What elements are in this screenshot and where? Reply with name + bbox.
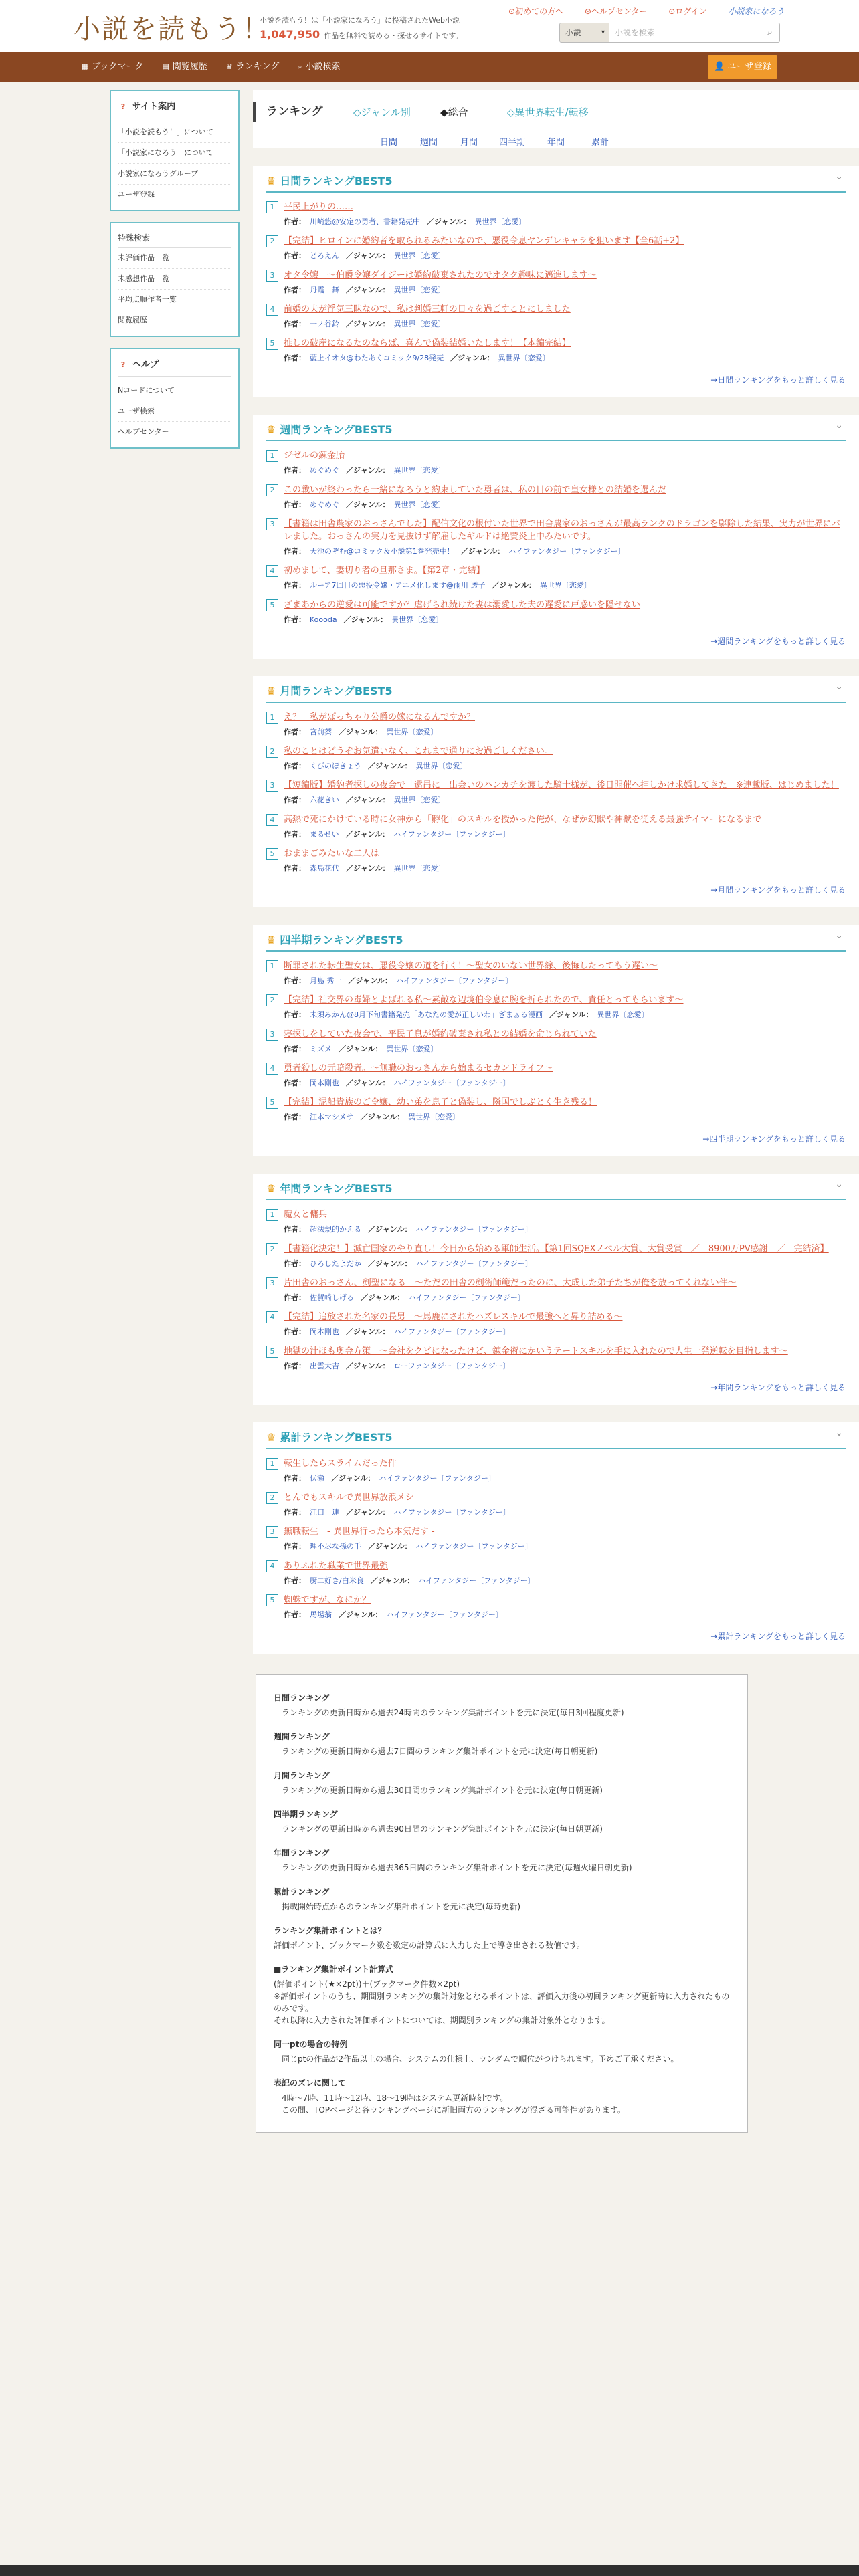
subtab-yearly[interactable]: 年間 [547,138,565,148]
genre-link[interactable]: 異世界〔恋愛〕 [386,1045,438,1053]
author-link[interactable]: 天池のぞむ@コミック＆小説第1巻発売中！ [310,547,454,556]
genre-link[interactable]: ハイファンタジー〔ファンタジー〕 [386,1610,503,1619]
genre-link[interactable]: ハイファンタジー〔ファンタジー〕 [393,1508,510,1517]
genre-link[interactable]: 異世界〔恋愛〕 [393,251,446,260]
crown-icon: ♛ [266,1182,276,1195]
rank-number: 4 [266,304,278,316]
novel-title-link[interactable]: この戦いが終わったら一緒になろうと約束していた勇者は、私の目の前で皇女様との結婚を選んだ [284,485,666,495]
link-beginners[interactable]: ⊙初めての方へ [508,7,564,16]
section-header [266,415,846,441]
ranking-item [266,994,846,1020]
genre-link[interactable]: 異世界〔恋愛〕 [393,864,446,873]
novel-meta: 作者： どろえん ／ジャンル： 異世界〔恋愛〕 [284,251,446,260]
genre-link[interactable]: 異世界〔恋愛〕 [415,762,468,770]
author-link[interactable]: 未須みかん@8月下旬書籍発売「あなたの愛が正しいわ」ざまぁる漫画 [310,1010,543,1019]
rank-number: 2 [266,1492,278,1504]
novel-title-link[interactable]: 推しの破産になるたのならば、喜んで偽装結婚いたします！【本編完結】 [284,338,571,348]
chevron-down-icon[interactable]: ⌄ [835,420,843,431]
chevron-down-icon[interactable]: ⌄ [835,171,843,182]
site-tagline: 小説を読もう！は「小説家になろう」に投稿されたWeb小説 [260,16,460,25]
author-link[interactable]: 一ノ谷鈴 [310,320,339,328]
author-link[interactable]: ルーア7回目の悪役令嬢・アニメ化します@雨川 透子 [310,581,486,590]
novel-meta: 作者： 理不尽な孫の手 ／ジャンル： ハイファンタジー〔ファンタジー〕 [284,1542,533,1551]
sidebar-link-register[interactable]: ユーザ登録 [118,190,155,199]
tab-genre[interactable]: ◇ジャンル別 [353,106,411,118]
genre-link[interactable]: 異世界〔恋愛〕 [393,320,446,328]
sidebar [110,90,240,459]
ranking-item [266,1311,846,1337]
novel-meta: 作者： めぐめぐ ／ジャンル： 異世界〔恋愛〕 [284,500,446,509]
page-title: ランキング [253,102,323,122]
genre-link[interactable]: ハイファンタジー〔ファンタジー〕 [418,1576,535,1585]
novel-title-link[interactable]: 転生したらスライムだった件 [284,1459,397,1469]
novel-title-link[interactable]: 前婚の夫が浮気三昧なので、私は判婚三軒の日々を過ごすことにしました [284,304,571,314]
genre-link[interactable]: 異世界〔恋愛〕 [408,1113,460,1121]
genre-link[interactable]: ローファンタジー〔ファンタジー〕 [393,1362,510,1370]
genre-link[interactable]: ハイファンタジー〔ファンタジー〕 [415,1259,533,1268]
ranking-item [266,484,846,510]
author-link[interactable]: 六花きい [310,796,339,804]
section-title: ♛ 週間ランキングBEST5 [266,423,393,436]
author-link[interactable]: どろえん [310,251,339,260]
more-link[interactable]: →月間ランキングをもっと詳しく見る [710,885,846,895]
author-link[interactable]: 月島 秀一 [310,976,342,985]
crown-icon: ♛ [266,685,276,697]
crown-icon: ♛ [266,175,276,187]
novel-meta: 作者： 出雲大吉 ／ジャンル： ローファンタジー〔ファンタジー〕 [284,1362,510,1370]
ranking-item [266,1208,846,1235]
site-logo[interactable]: 小説を読もう！ [74,14,270,45]
author-link[interactable]: 佐賀崎しげる [310,1293,354,1302]
section-title: ♛ 累計ランキングBEST5 [266,1431,393,1444]
author-link[interactable]: 藍上イオタ@わたあくコミック9/28発売 [310,354,444,362]
user-icon: 👤 [714,62,728,72]
more-link[interactable]: →累計ランキングをもっと詳しく見る [710,1632,846,1641]
novel-meta: 作者： 月島 秀一 ／ジャンル： ハイファンタジー〔ファンタジー〕 [284,976,513,985]
ranking-item [266,711,846,737]
ranking-item [266,235,846,261]
main-content [253,90,859,2133]
genre-link[interactable]: ハイファンタジー〔ファンタジー〕 [393,1079,510,1087]
genre-link[interactable]: ハイファンタジー〔ファンタジー〕 [396,976,513,985]
sidebar-link-user-search[interactable]: ユーザ検索 [118,401,231,422]
author-link[interactable]: ひろしたよだか [310,1259,361,1268]
note-text: ランキングの更新日時から過去7日間のランキング集計ポイントを元に決定(毎日朝更新) [282,1747,598,1756]
novel-meta: 作者： 馬場翁 ／ジャンル： ハイファンタジー〔ファンタジー〕 [284,1610,503,1619]
note-heading: 日間ランキング [274,1693,330,1703]
novel-meta: 作者： 丹霞 舞 ／ジャンル： 異世界〔恋愛〕 [284,286,446,294]
author-link[interactable]: 厨二好き/白米良 [310,1576,364,1585]
rank-number: 4 [266,565,278,577]
section-header [266,676,846,703]
sidebar-link-ncode[interactable]: Nコードについて [118,381,231,401]
tab-overall[interactable]: ◆総合 [440,106,468,118]
author-link[interactable]: 岡本剛也 [310,1327,339,1336]
rank-number: 4 [266,1311,278,1323]
ranking-header [253,90,859,148]
ranking-item [266,201,846,227]
author-link[interactable]: めぐめぐ [310,466,339,475]
section-title: ♛ 年間ランキングBEST5 [266,1182,393,1195]
genre-link[interactable]: 異世界〔恋愛〕 [386,728,438,736]
sidebar-guide: ? サイト案内 「小説を読もう！」について 「小説家になろう」について 小説家になろうグループ ユーザ登録 [110,90,240,211]
nav-search[interactable]: ⌕ 小説検索 [298,62,341,72]
rank-number: 3 [266,780,278,792]
novel-meta: 作者： 藍上イオタ@わたあくコミック9/28発売 ／ジャンル： 異世界〔恋愛〕 [284,354,550,362]
note-heading: 同一ptの場合の特例 [274,2040,348,2049]
ranking-item [266,1594,846,1620]
rank-number: 4 [266,1063,278,1075]
ranking-item [266,1525,846,1551]
ranking-section [253,415,859,659]
novel-meta: 作者： まるせい ／ジャンル： ハイファンタジー〔ファンタジー〕 [284,830,510,839]
novel-title-link[interactable]: 【完結】追放された名家の長男 ～馬鹿にされたハズレスキルで最強へと昇り詰める～ [284,1312,623,1322]
sidebar-link-author-avg[interactable]: 平均点順作者一覧 [118,290,231,310]
novel-title-link[interactable]: 【完結】社交界の毒婦とよばれる私～素敵な辺境伯令息に腕を折られたので、責任とってもらいます～ [284,995,684,1005]
novel-title-link[interactable]: ジゼルの錬金胎 [284,451,345,461]
novel-title-link[interactable]: 断罪された転生聖女は、悪役令嬢の道を行く！～聖女のいない世界線、後悔したってもう遅い～ [284,961,658,971]
note-text: 掲載開始時点からのランキング集計ポイントを元に決定(毎時更新) [282,1902,521,1911]
sidebar-link-history[interactable]: 閲覧履歴 [118,316,147,324]
novel-meta: 作者： 天池のぞむ@コミック＆小説第1巻発売中！ ／ジャンル： ハイファンタジー〔ファンタジー〕 [284,547,626,556]
work-count-line [260,28,462,41]
novel-title-link[interactable]: 無職転生 - 異世界行ったら本気だす - [284,1527,435,1537]
ranking-item [266,337,846,363]
section-title: ♛ 四半期ランキングBEST5 [266,934,403,946]
sidebar-link-about-narou[interactable]: 「小説家になろう」について [118,143,231,164]
note-text: 4時〜7時、11時〜12時、18〜19時はシステム更新時刻です。 この間、TOPページと各ランキングページに新旧両方のランキングが混ざる可能性があります。 [282,2093,626,2115]
ranking-item [266,449,846,475]
search-input[interactable]: 小説を検索 [615,28,656,37]
genre-link[interactable]: 異世界〔恋愛〕 [474,217,527,226]
section-header [266,166,846,193]
link-login[interactable]: ⊙ログイン [668,7,707,16]
author-link[interactable]: くびのほきょう [310,762,361,770]
rank-number: 1 [266,201,278,213]
ranking-item [266,1345,846,1371]
note-heading: 月間ランキング [274,1771,330,1780]
ranking-item [266,745,846,771]
author-link[interactable]: 江口 連 [310,1508,339,1517]
ranking-section [253,166,859,397]
rank-number: 2 [266,994,278,1006]
novel-title-link[interactable]: 蜘蛛ですが、なにか？ [284,1595,371,1605]
rank-number: 3 [266,1526,278,1538]
note-heading: 累計ランキング [274,1887,330,1897]
more-link[interactable]: →日間ランキングをもっと詳しく見る [710,375,846,385]
author-link[interactable]: ミズメ [310,1045,332,1053]
genre-link[interactable]: 異世界〔恋愛〕 [391,615,444,624]
work-count-suffix: 作品を無料で読める・探せるサイトです。 [324,31,463,40]
novel-meta: 作者： めぐめぐ ／ジャンル： 異世界〔恋愛〕 [284,466,446,475]
crown-icon: ♛ [266,1431,276,1444]
rank-number: 1 [266,960,278,972]
novel-meta: 作者： 江本マシメサ ／ジャンル： 異世界〔恋愛〕 [284,1113,460,1121]
rank-number: 3 [266,270,278,282]
ranking-item [266,1560,846,1586]
rank-number: 3 [266,518,278,530]
novel-meta: 作者： 江口 連 ／ジャンル： ハイファンタジー〔ファンタジー〕 [284,1508,510,1517]
genre-link[interactable]: 異世界〔恋愛〕 [393,500,446,509]
novel-title-link[interactable]: 初めまして、妻切り者の旦那さま。【第2章・完結】 [284,566,485,576]
genre-link[interactable]: ハイファンタジー〔ファンタジー〕 [415,1542,533,1551]
ranking-item [266,1062,846,1088]
genre-link[interactable]: 異世界〔恋愛〕 [393,796,446,804]
rank-number: 5 [266,1346,278,1358]
rank-number: 5 [266,1097,278,1109]
genre-link[interactable]: 異世界〔恋愛〕 [539,581,591,590]
chevron-down-icon[interactable]: ⌄ [835,681,843,692]
more-link[interactable]: →四半期ランキングをもっと詳しく見る [702,1134,846,1144]
author-link[interactable]: 出雲大吉 [310,1362,339,1370]
rank-number: 5 [266,599,278,611]
genre-link[interactable]: 異世界〔恋愛〕 [393,466,446,475]
note-heading: 年間ランキング [274,1848,330,1858]
ranking-item [266,960,846,986]
rank-number: 1 [266,1209,278,1221]
ranking-item [266,1457,846,1483]
search-icon[interactable]: ⌕ [767,27,773,37]
main-nav [0,52,859,82]
chevron-down-icon[interactable]: ⌄ [835,930,843,941]
section-header [266,925,846,952]
register-button[interactable]: 👤 ユーザ登録 [708,55,777,79]
author-link[interactable]: 岡本剛也 [310,1079,339,1087]
chevron-down-icon[interactable]: ⌄ [835,1179,843,1190]
novel-title-link[interactable]: とんでもスキルで異世界放浪メシ [284,1493,414,1503]
genre-link[interactable]: ハイファンタジー〔ファンタジー〕 [508,547,626,556]
novel-title-link[interactable]: え？ 私がぽっちゃり公爵の嫁になるんですか？ [284,712,476,722]
novel-title-link[interactable]: 【完結】泥船貴族のご令嬢、幼い弟を息子と偽装し、隣国でしぶとく生き残る！ [284,1097,597,1107]
ranking-item [266,847,846,873]
ranking-item [266,1028,846,1054]
subtab-daily[interactable]: 日間 [380,138,398,148]
novel-title-link[interactable]: 勇者殺しの元暗殺者。～無職のおっさんから始まるセカンドライフ～ [284,1063,553,1073]
nav-bookmark[interactable]: ▦ ブックマーク [82,62,144,72]
genre-link[interactable]: ハイファンタジー〔ファンタジー〕 [408,1293,525,1302]
author-link[interactable]: 宮前葵 [310,728,332,736]
crown-icon: ♛ [266,934,276,946]
work-count: 1,047,950 [260,28,320,41]
rank-number: 5 [266,338,278,350]
note-heading: 週間ランキング [274,1732,330,1741]
genre-link[interactable]: 異世界〔恋愛〕 [597,1010,649,1019]
note-heading: 四半期ランキング [274,1810,338,1819]
ranking-item [266,1491,846,1517]
genre-link[interactable]: 異世界〔恋愛〕 [498,354,550,362]
search-icon: ⌕ [298,62,302,71]
ranking-section [253,1422,859,1654]
novel-meta: 作者： ひろしたよだか ／ジャンル： ハイファンタジー〔ファンタジー〕 [284,1259,533,1268]
sidebar-link-unrated[interactable]: 未評価作品一覧 [118,248,231,269]
novel-meta: 作者： 宮前葵 ／ジャンル： 異世界〔恋愛〕 [284,728,438,736]
note-text: (評価ポイント(★×2pt))＋(ブックマーク件数×2pt) ※評価ポイントのうち、期間別ランキングの集計対象となるポイントは、評価入力後の初回ランキング更新時に入力されたもののみです。 それ以降に入力された評価ポイントについては、期間別ランキングの集計対象外となります。 [274,1979,730,2025]
ranking-item [266,599,846,625]
ranking-section [253,1174,859,1405]
ranking-item [266,1277,846,1303]
novel-title-link[interactable]: 地獄の汁ほも奥金方策 ～会社をクビになったけど、錬金術にかいうテートスキルを手に入れたので人生一発逆転を目指します～ [284,1346,788,1356]
rank-number: 3 [266,1277,278,1289]
search-type-select[interactable]: 小説 ▾ [560,23,609,42]
note-text: ランキングの更新日時から過去30日間のランキング集計ポイントを元に決定(毎日朝更新) [282,1786,603,1795]
novel-meta: 作者： 岡本剛也 ／ジャンル： ハイファンタジー〔ファンタジー〕 [284,1079,510,1087]
novel-meta: 作者： 川崎悠@安定の勇者、書籍発売中 ／ジャンル： 異世界〔恋愛〕 [284,217,527,226]
more-link[interactable]: →年間ランキングをもっと詳しく見る [710,1383,846,1392]
note-text: 同じptの作品が2作品以上の場合、システムの仕様上、ランダムで順位がつけられます。予めご了承ください。 [282,2054,679,2064]
novel-meta: 作者： ルーア7回目の悪役令嬢・アニメ化します@雨川 透子 ／ジャンル： 異世界〔恋愛〕 [284,581,591,590]
sidebar-link-noreview[interactable]: 未感想作品一覧 [118,269,231,290]
novel-meta: 作者： 佐賀崎しげる ／ジャンル： ハイファンタジー〔ファンタジー〕 [284,1293,525,1302]
novel-title-link[interactable]: オタ令嬢 ～伯爵令嬢ダイジーは婚約破棄されたのでオタク趣味に邁進します～ [284,270,597,280]
top-links [508,5,794,17]
novel-title-link[interactable]: 【書籍は田舎農家のおっさんでした】配信文化の根付いた世界で田舎農家のおっさんが最高ランクのドラゴンを駆除した結果、実力が世界にバレました。おっさんの実力を見抜けず解雇したギルドは絶賛炎上中みたいです。 [284,519,840,542]
novel-meta: 作者： 六花きい ／ジャンル： 異世界〔恋愛〕 [284,796,446,804]
rank-number: 2 [266,746,278,758]
link-help-center[interactable]: ⊙ヘルプセンター [584,7,648,16]
novel-meta: 作者： くびのほきょう ／ジャンル： 異世界〔恋愛〕 [284,762,468,770]
author-link[interactable]: 川崎悠@安定の勇者、書籍発売中 [310,217,420,226]
author-link[interactable]: めぐめぐ [310,500,339,509]
rank-number: 1 [266,450,278,462]
novel-meta: 作者： 伏瀬 ／ジャンル： ハイファンタジー〔ファンタジー〕 [284,1474,496,1483]
link-narou[interactable]: 小説家になろう [728,7,785,16]
novel-meta: 作者： 超法規的かえる ／ジャンル： ハイファンタジー〔ファンタジー〕 [284,1225,533,1234]
section-title: ♛ 日間ランキングBEST5 [266,175,393,187]
novel-title-link[interactable]: 高熱で死にかけている時に女神から「孵化」のスキルを授かった俺が、なぜか幻獣や神獣を従える最強テイマーになるまで [284,815,761,825]
sidebar-link-group[interactable]: 小説家になろうグループ [118,164,231,185]
ranking-item [266,518,846,556]
novel-meta: 作者： 厨二好き/白米良 ／ジャンル： ハイファンタジー〔ファンタジー〕 [284,1576,535,1585]
novel-title-link[interactable]: 寝探しをしていた夜会で、平民子息が婚約破棄され私との結婚を命じられていた [284,1029,597,1039]
novel-meta: 作者： 森島花代 ／ジャンル： 異世界〔恋愛〕 [284,864,446,873]
rank-number: 3 [266,1029,278,1041]
tab-isekai[interactable]: ◇異世界転生/転移 [507,106,589,118]
site-header [0,0,859,52]
novel-title-link[interactable]: 平民上がりの…… [284,202,354,212]
sidebar-help: ? ヘルプ Nコードについて ユーザ検索 ヘルプセンター [110,348,240,449]
novel-title-link[interactable]: 魔女と傭兵 [284,1210,328,1220]
rank-number: 4 [266,1560,278,1572]
novel-meta: 作者： 未須みかん@8月下旬書籍発売「あなたの愛が正しいわ」ざまぁる漫画 ／ジャンル： 異世界〔恋愛〕 [284,1010,649,1019]
subtab-monthly[interactable]: 月間 [460,138,478,148]
nav-ranking[interactable]: ♛ ランキング [225,62,280,72]
rank-number: 1 [266,712,278,724]
author-link[interactable]: 超法規的かえる [310,1225,361,1234]
history-icon: ▤ [162,62,169,71]
novel-title-link[interactable]: 【書籍化決定！】滅亡国家のやり直し！今日から始める軍師生活。【第1回SQEXノベル大賞、大賞受賞 ／ 8900万PV感謝 ／ 完結済】 [284,1244,829,1254]
novel-meta: 作者： Koooda ／ジャンル： 異世界〔恋愛〕 [284,615,444,624]
novel-title-link[interactable]: 片田舎のおっさん、剣聖になる ～ただの田舎の剣術師範だったのに、大成した弟子たちが俺を放ってくれない件～ [284,1278,737,1288]
subtab-total[interactable]: 累計 [591,138,609,148]
author-link[interactable]: 伏瀬 [310,1474,324,1483]
note-text: ランキングの更新日時から過去365日間のランキング集計ポイントを元に決定(毎週火曜日朝更新) [282,1863,632,1872]
novel-title-link[interactable]: 【短編版】婚約者探しの夜会で「還吊に 出会いのハンカチを渡した騎士様が、後日開催へ押しかけ求婚してきた ※連載版、はじめました！ [284,780,839,790]
search-box [559,23,780,43]
note-heading: ランキング集計ポイントとは？ [274,1926,386,1935]
ranking-section [253,676,859,907]
genre-link[interactable]: ハイファンタジー〔ファンタジー〕 [393,1327,510,1336]
note-text: 評価ポイント、ブックマーク数を数定の計算式に入力した上で導き出される数値です。 [274,1941,585,1950]
footer-bar [0,2565,859,2576]
question-icon: ? [118,102,128,112]
rank-number: 1 [266,1458,278,1470]
rank-number: 2 [266,1243,278,1255]
genre-link[interactable]: ハイファンタジー〔ファンタジー〕 [379,1474,496,1483]
more-link[interactable]: →週間ランキングをもっと詳しく見る [710,637,846,646]
author-link[interactable]: 江本マシメサ [310,1113,354,1121]
note-heading: 表記のズレに関して [274,2078,347,2088]
bookmark-icon: ▦ [82,62,89,71]
nav-history[interactable]: ▤ 閲覧履歴 [162,62,207,72]
note-heading: ■ランキング集計ポイント計算式 [274,1965,393,1974]
section-title: ♛ 月間ランキングBEST5 [266,685,393,697]
novel-title-link[interactable]: ざまあからの逆愛は可能ですか？虐げられ続けた妻は溺愛した夫の遅愛に戸惑いを隠せない [284,600,641,610]
novel-title-link[interactable]: ありふれた職業で世界最強 [284,1561,389,1571]
ranking-notes [256,1674,748,2133]
question-icon: ? [118,360,128,370]
author-link[interactable]: 丹霞 舞 [310,286,339,294]
ranking-item [266,1243,846,1269]
sidebar-link-about-yomou[interactable]: 「小説を読もう！」について [118,122,231,143]
genre-link[interactable]: 異世界〔恋愛〕 [393,286,446,294]
rank-number: 5 [266,848,278,860]
rank-number: 2 [266,484,278,496]
novel-title-link[interactable]: おままごみたいな二人は [284,849,380,859]
note-text: ランキングの更新日時から過去24時間のランキング集計ポイントを元に決定(毎日3回程度更新) [282,1708,624,1717]
rank-number: 5 [266,1594,278,1606]
subtab-weekly[interactable]: 週間 [420,138,438,148]
novel-meta: 作者： 岡本剛也 ／ジャンル： ハイファンタジー〔ファンタジー〕 [284,1327,510,1336]
sidebar-special: 特殊検索 未評価作品一覧 未感想作品一覧 平均点順作者一覧 閲覧履歴 [110,222,240,337]
crown-icon: ♛ [225,62,233,71]
novel-title-link[interactable]: 【完結】ヒロインに婚約者を取られるみたいなので、悪役令息ヤンデレキャラを狙います【全6話+2】 [284,236,684,246]
crown-icon: ♛ [266,423,276,436]
author-link[interactable]: まるせい [310,830,339,839]
rank-number: 2 [266,235,278,247]
sidebar-link-help-center[interactable]: ヘルプセンター [118,427,169,436]
author-link[interactable]: 理不尽な孫の手 [310,1542,361,1551]
ranking-sections [253,166,859,1654]
ranking-item [266,1096,846,1122]
genre-link[interactable]: ハイファンタジー〔ファンタジー〕 [393,830,510,839]
genre-link[interactable]: ハイファンタジー〔ファンタジー〕 [415,1225,533,1234]
ranking-item [266,303,846,329]
author-link[interactable]: 馬場翁 [310,1610,332,1619]
note-text: ランキングの更新日時から過去90日間のランキング集計ポイントを元に決定(毎日朝更新) [282,1824,603,1834]
subtab-quarterly[interactable]: 四半期 [499,138,526,148]
section-header [266,1422,846,1449]
rank-number: 4 [266,814,278,826]
author-link[interactable]: 森島花代 [310,864,339,873]
author-link[interactable]: Koooda [310,615,337,624]
ranking-item [266,269,846,295]
novel-meta: 作者： ミズメ ／ジャンル： 異世界〔恋愛〕 [284,1045,438,1053]
ranking-section [253,925,859,1156]
ranking-item [266,564,846,591]
section-header [266,1174,846,1200]
novel-title-link[interactable]: 私のことはどうぞお気遣いなく、これまで通りにお過ごしください。 [284,746,553,756]
ranking-item [266,813,846,839]
chevron-down-icon[interactable]: ⌄ [835,1428,843,1438]
ranking-item [266,779,846,805]
novel-meta: 作者： 一ノ谷鈴 ／ジャンル： 異世界〔恋愛〕 [284,320,446,328]
